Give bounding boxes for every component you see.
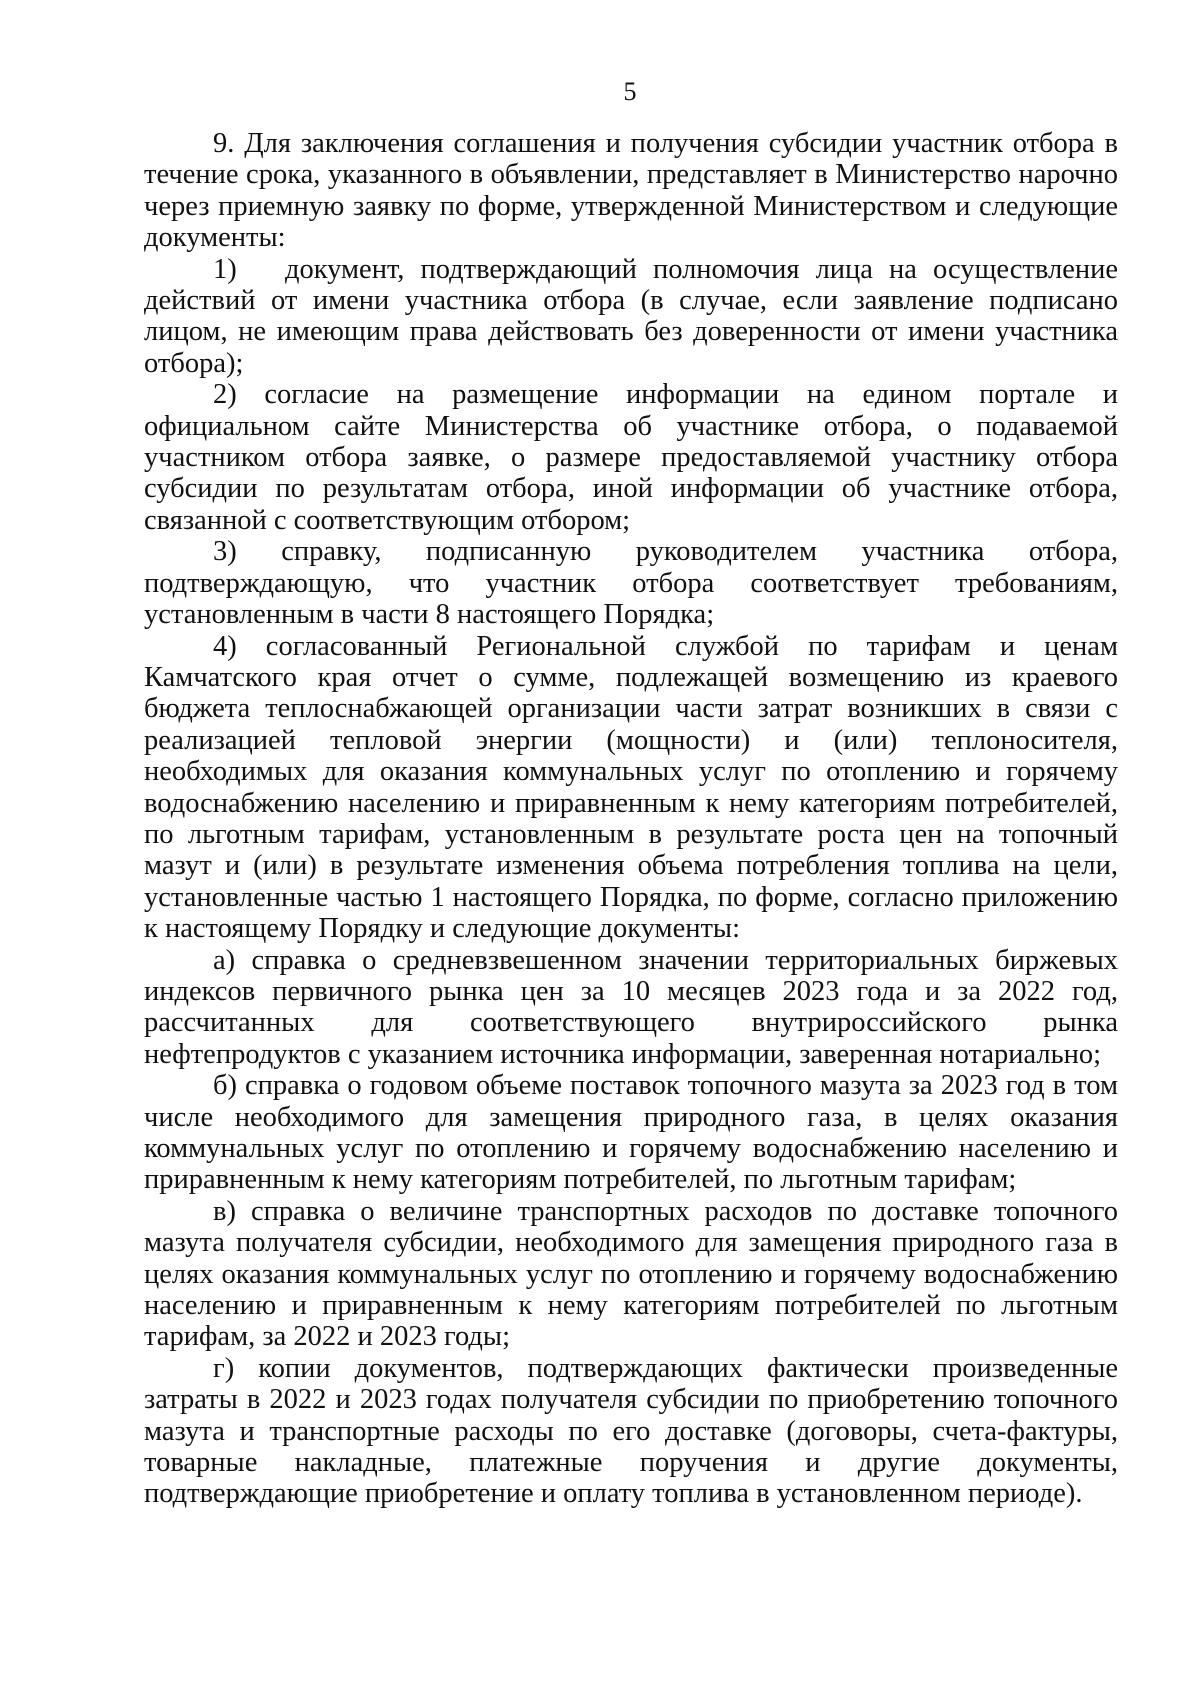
list-item-b: б) справка о годовом объеме поставок топочного мазута за 2023 год в том числе необходимого для замещения природного газа, в целях оказания коммунальных услуг по отоплению и горячему водоснабжению населению и приравненным к нему категориям потребителей, по льготным тарифам;	[144, 1070, 1118, 1196]
list-item-3: 3) справку, подписанную руководителем участника отбора, подтверждающую, что участник отбора соответствует требованиям, установленным в части 8 настоящего Порядка;	[144, 536, 1118, 631]
page-number: 5	[623, 77, 637, 106]
paragraph-9: 9. Для заключения соглашения и получения субсидии участник отбора в течение срока, указанного в объявлении, представляет в Министерство нарочно через приемную заявку по форме, утвержденной Министерством и следующие документы:	[144, 128, 1118, 254]
list-item-a: а) справка о средневзвешенном значении территориальных биржевых индексов первичного рынка цен за 10 месяцев 2023 года и за 2022 год, рассчитанных для соответствующего внутрироссийского рынка нефтепродуктов с указанием источника информации, заверенная нотариально;	[144, 944, 1118, 1070]
list-item-v: в) справка о величине транспортных расходов по доставке топочного мазута получателя субсидии, необходимого для замещения природного газа в целях оказания коммунальных услуг по отоплению и горячему водоснабжению населению и приравненным к нему категориям потребителей по льготным тарифам, за 2022 и 2023 годы;	[144, 1195, 1118, 1353]
list-item-4: 4) согласованный Региональной службой по тарифам и ценам Камчатского края отчет о сумме, подлежащей возмещению из краевого бюджета теплоснабжающей организации части затрат возникших в связи с реализацией тепловой энергии (мощности) и (или) теплоносителя, необходимых для оказания коммунальных услуг по отоплению и горячему водоснабжению населению и приравненным к нему категориям потребителей, по льготным тарифам, установленным в результате роста цен на топочный мазут и (или) в результате изменения объема потребления топлива на цели, установленные частью 1 настоящего Порядка, по форме, согласно приложению к настоящему Порядку и следующие документы:	[144, 630, 1118, 945]
list-item-1: 1) документ, подтверждающий полномочия лица на осуществление действий от имени участника отбора (в случае, если заявление подписано лицом, не имеющим права действовать без доверенности от имени участника отбора);	[144, 253, 1118, 379]
document-body	[144, 128, 1118, 1510]
list-item-2: 2) согласие на размещение информации на едином портале и официальном сайте Министерства об участнике отбора, о подаваемой участником отбора заявке, о размере предоставляемой участнику отбора субсидии по результатам отбора, иной информации об участнике отбора, связанной с соответствующим отбором;	[144, 379, 1118, 536]
list-item-g: г) копии документов, подтверждающих фактически произведенные затраты в 2022 и 2023 годах получателя субсидии по приобретению топочного мазута и транспортные расходы по его доставке (договоры, счета-фактуры, товарные накладные, платежные поручения и другие документы, подтверждающие приобретение и оплату топлива в установленном периоде).	[144, 1352, 1118, 1510]
